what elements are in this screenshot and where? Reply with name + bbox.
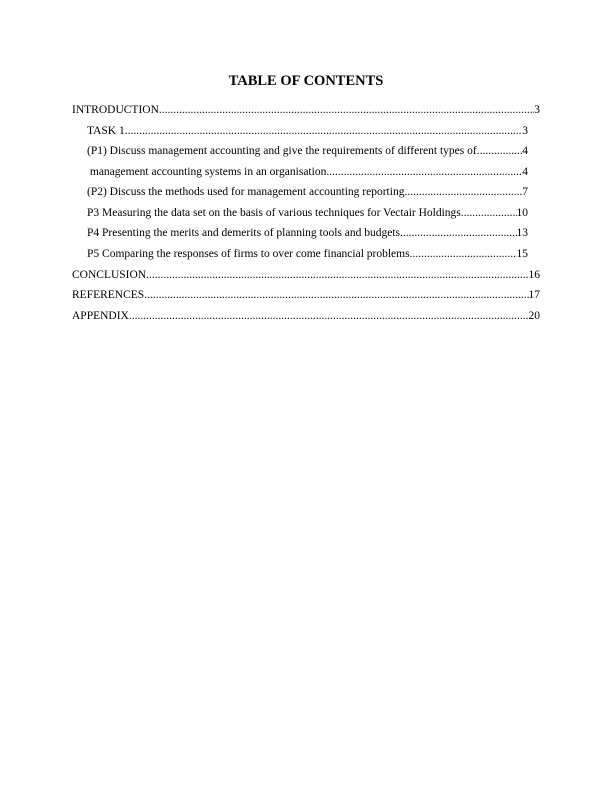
toc-leader-dots bbox=[144, 288, 528, 302]
toc-page-number: 15 bbox=[516, 248, 528, 260]
toc-entry-appendix[interactable] bbox=[72, 309, 540, 323]
toc-page-number: 3 bbox=[534, 104, 540, 116]
toc-entry-task-1[interactable] bbox=[87, 124, 528, 138]
toc-entry-label: management accounting systems in an organisation bbox=[87, 166, 327, 178]
toc-title: TABLE OF CONTENTS bbox=[228, 73, 384, 89]
toc-page-number: 13 bbox=[516, 227, 528, 239]
toc-entry-label: INTRODUCTION bbox=[72, 104, 159, 116]
toc-entry-p4[interactable] bbox=[87, 226, 528, 240]
toc-page-number: 4 bbox=[522, 145, 528, 157]
toc-entry-label: P4 Presenting the merits and demerits of planning tools and budgets bbox=[87, 227, 401, 239]
toc-leader-dots bbox=[404, 185, 522, 199]
toc-leader-dots bbox=[410, 247, 517, 261]
toc-entry-label: (P2) Discuss the methods used for management accounting reporting bbox=[87, 186, 405, 198]
toc-entry-label: P5 Comparing the responses of firms to over come financial problems bbox=[87, 248, 410, 260]
toc-entry-p1-continued[interactable] bbox=[87, 165, 528, 179]
toc-page-number: 20 bbox=[528, 310, 540, 322]
toc-page-number: 7 bbox=[522, 186, 528, 198]
toc-entry-references[interactable] bbox=[72, 288, 540, 302]
toc-entry-p2[interactable] bbox=[87, 185, 528, 199]
toc-leader-dots bbox=[326, 165, 522, 179]
toc-leader-dots bbox=[146, 268, 528, 282]
toc-entry-p5[interactable] bbox=[87, 247, 528, 261]
toc-entry-p1[interactable] bbox=[87, 144, 528, 158]
toc-page-number: 17 bbox=[528, 289, 540, 301]
toc-page-number: 3 bbox=[522, 125, 528, 137]
toc-entry-p3[interactable] bbox=[87, 206, 528, 220]
toc-leader-dots bbox=[159, 103, 534, 117]
toc-entry-label: CONCLUSION bbox=[72, 269, 147, 281]
toc-entry-label: P3 Measuring the data set on the basis of various techniques for Vectair Holdings bbox=[87, 207, 461, 219]
toc-entry-conclusion[interactable] bbox=[72, 268, 540, 282]
toc-leader-dots bbox=[461, 206, 517, 220]
toc-leader-dots bbox=[400, 226, 516, 240]
toc-leader-dots bbox=[125, 124, 523, 138]
toc-page-number: 10 bbox=[516, 207, 528, 219]
toc-entry-introduction[interactable] bbox=[72, 103, 540, 117]
toc-entry-label: REFERENCES bbox=[72, 289, 145, 301]
toc-leader-dots bbox=[477, 144, 523, 158]
toc-entry-label: APPENDIX bbox=[72, 310, 129, 322]
toc-page-number: 16 bbox=[528, 269, 540, 281]
toc-entry-label: (P1) Discuss management accounting and give the requirements of different types of bbox=[87, 145, 477, 157]
toc-page-number: 4 bbox=[522, 166, 528, 178]
toc-leader-dots bbox=[129, 309, 529, 323]
toc-entry-label: TASK 1 bbox=[87, 125, 125, 137]
